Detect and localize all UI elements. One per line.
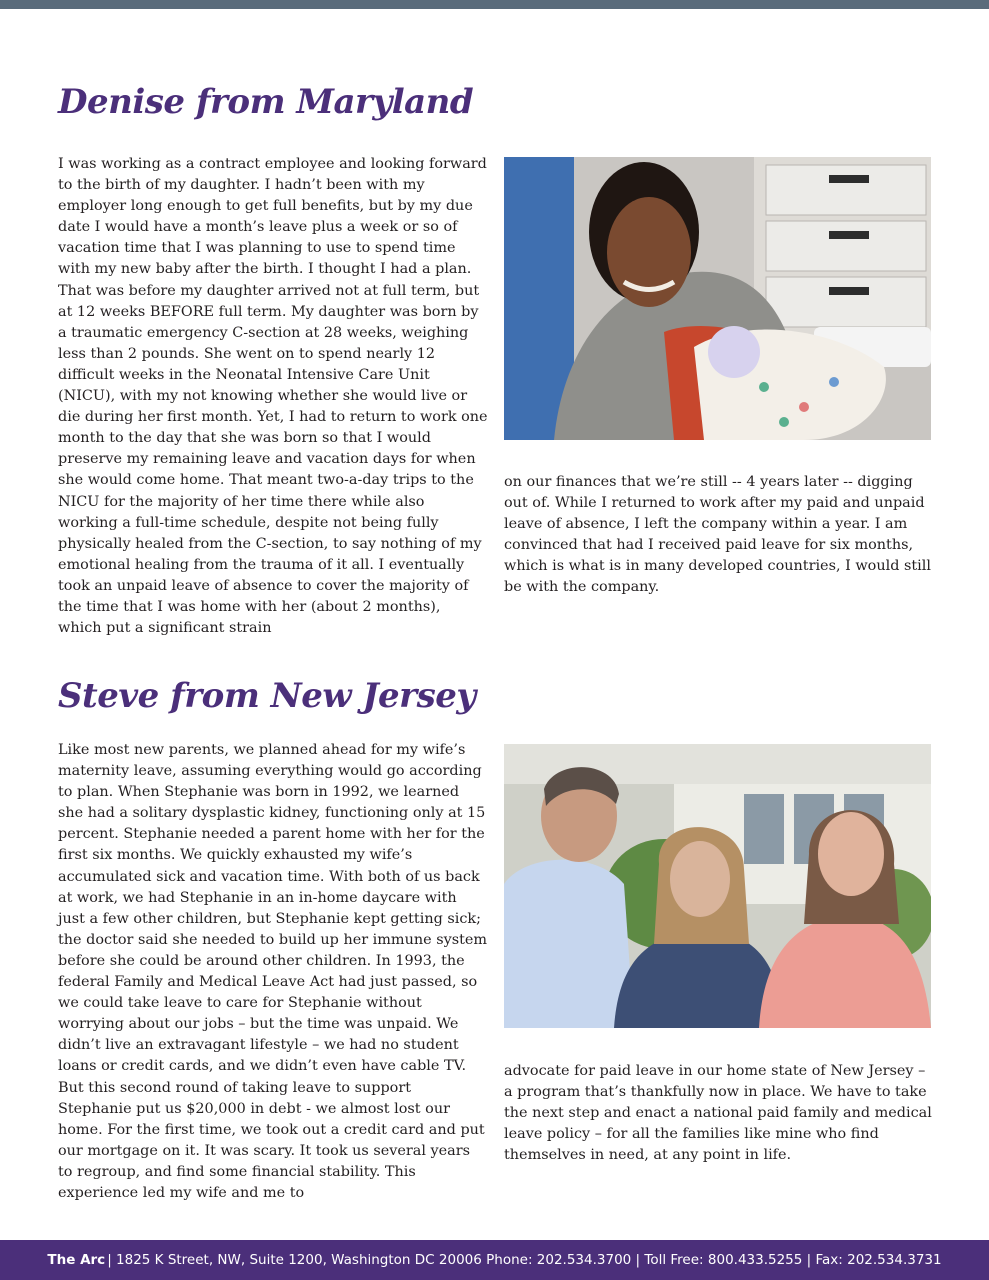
story-heading-steve: Steve from New Jersey xyxy=(58,676,476,716)
photo-family-portrait xyxy=(504,744,931,1028)
story-text-denise-right: on our finances that we’re still -- 4 years later -- digging out of. While I returned to work after my paid and unpaid leave of absence, I left the company within a year. I am convinced that had I received paid leave for six months, which is what is in many developed countries, I would still be with the company. xyxy=(504,474,931,596)
photo-mother-with-preterm-baby xyxy=(504,157,931,440)
top-rule xyxy=(0,0,989,9)
story-text-denise-left: I was working as a contract employee and looking forward to the birth of my daughter. I hadn’t been with my employer long enough to get full benefits, but by my due date I would have a month’s leave plus a week or so of vacation time that I was planning to use to spend time with my new baby after the birth. I thought I had a plan. That was before my daughter arrived not at full term, but at 12 weeks BEFORE full term. My daughter was born by a traumatic emergency C-section at 28 weeks, weighing less than 2 pounds. She went on to spend nearly 12 difficult weeks in the Neonatal Intensive Care Unit (NICU), with my not knowing whether she would live or die during her first month. Yet, I had to return to work one month to the day that she was born so that I would preserve my remaining leave and vacation days for when she would come home. That meant two-a-day trips to the NICU for the majority of her time there while also working a full-time schedule, despite not being fully physically healed from the C-section, to say nothing of my emotional healing from the trauma of it all. I eventually took an unpaid leave of absence to cover the majority of the time that I was home with her (about 2 months), which put a significant strain xyxy=(58,156,488,637)
footer-org-name: The Arc xyxy=(47,1252,106,1268)
story-text-steve-left: Like most new parents, we planned ahead for my wife’s maternity leave, assuming everything would go according to plan. When Stephanie was born in 1992, we learned she had a solitary dysplastic kidney, functioning only at 15 percent. Stephanie needed a parent home with her for the first six months. We quickly exhausted my wife’s accumulated sick and vacation time. With both of us back at work, we had Stephanie in an in-home daycare with just a few other children, but Stephanie kept getting sick; the doctor said she needed to build up her immune system before she could be around other children. In 1993, the federal Family and Medical Leave Act had just passed, so we could take leave to care for Stephanie without worrying about our jobs – but the time was unpaid. We didn’t live an extravagant lifestyle – we had no student loans or credit cards, and we didn’t even have cable TV. But this second round of taking leave to support Stephanie put us $20,000 in debt - we almost lost our home. For the first time, we took out a credit card and put our mortgage on it. It was scary. It took us several years to regroup, and find some financial stability. This experience led my wife and me to xyxy=(58,742,488,1201)
footer-bar xyxy=(0,1240,989,1280)
story-heading-denise: Denise from Maryland xyxy=(58,82,474,122)
story-text-steve-right: advocate for paid leave in our home state of New Jersey – a program that’s thankfully now in place. We have to take the next step and enact a national paid family and medical leave policy – for all the families like mine who find themselves in need, at any point in life. xyxy=(504,1063,932,1164)
footer-contact-details: | 1825 K Street, NW, Suite 1200, Washington DC 20006 Phone: 202.534.3700 | Toll Free: 800.433.5255 | Fax: 202.534.3731 xyxy=(107,1252,942,1268)
